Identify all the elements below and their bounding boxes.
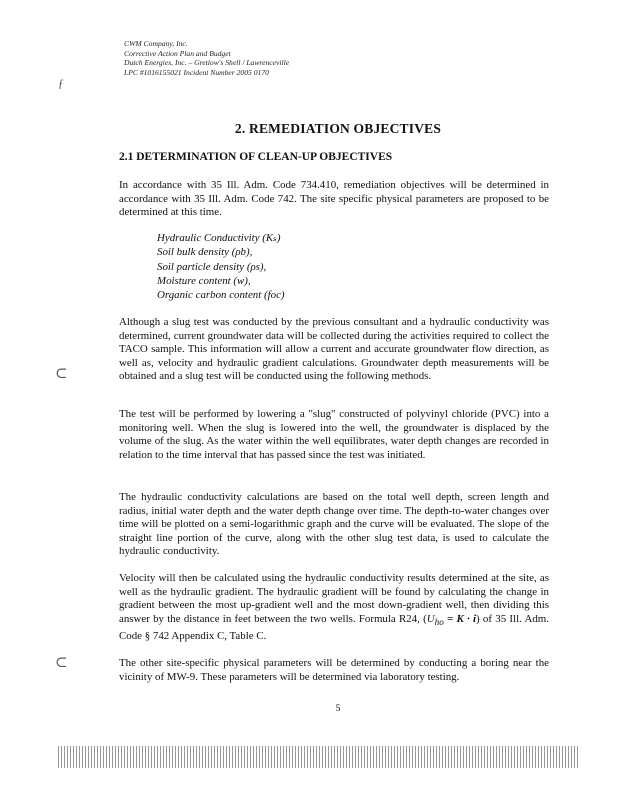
- paragraph-conductivity: The hydraulic conductivity calculations are based on the total well depth, screen length and radius, initial water depth and the water depth change over time. The depth-to-water changes over time will be plotted on a semi-logarithmic graph and the curve will be evaluated. The slope of the straight line portion of the curve, along with the other slug test data, is used to calculate the hydraulic conductivity.: [119, 491, 549, 558]
- section-title: 2. REMEDIATION OBJECTIVES: [234, 121, 442, 136]
- scan-noise-strip: [58, 746, 580, 768]
- margin-punch-mark: ⊂: [55, 655, 68, 671]
- subsection-heading: 2.1 DETERMINATION OF CLEAN-UP OBJECTIVES: [119, 151, 393, 163]
- list-item: Soil particle density (ρs),: [157, 260, 267, 273]
- page-number: 5: [335, 704, 341, 714]
- paragraph-other-parameters: The other site-specific physical parameters will be determined by conducting a boring near the vicinity of MW-9. These parameters will be determined via laboratory testing.: [119, 657, 549, 683]
- header-company: CWM Company, Inc.: [124, 39, 188, 48]
- list-item: Hydraulic Conductivity (Kₛ): [157, 232, 281, 244]
- list-item: Moisture content (w),: [157, 274, 251, 287]
- header-incident: LPC #1016155021 Incident Number 2005 0170: [124, 67, 269, 77]
- paragraph-test-method: The test will be performed by lowering a "slug" constructed of polyvinyl chloride (PVC) into a monitoring well. When the slug is lowered into the well, the groundwater is displaced by the volume of the slug. As the water within the well equilibrates, water depth changes are recorded in relation to the time interval that has passed since the test was initiated.: [119, 408, 549, 461]
- paragraph-intro: In accordance with 35 Ill. Adm. Code 734.410, remediation objectives will be determined in accordance with 35 Ill. Adm. Code 742. The site specific physical parameters are proposed to be determined at this time.: [119, 179, 549, 219]
- formula: $U_{ho} = K \cdot i$: [426, 612, 477, 627]
- paragraph-velocity: Velocity will then be calculated using the hydraulic conductivity results determined at the site, as well as the hydraulic gradient. The hydraulic gradient will be found by calculating the change in gradient between the most up-gradient well and the most down-gradient well, then dividing this answer by the distance in feet between the two wells. Formula R24, $(U_{ho} = K \cdot i)$ of 35 Ill. Adm. Code § 742 Appendix C, Table C.: [119, 572, 549, 642]
- list-item: Organic carbon content (foc): [157, 289, 285, 302]
- margin-punch-mark: ƒ: [58, 76, 64, 90]
- margin-punch-mark: ⊂: [55, 366, 68, 382]
- header-site: Dutch Energies, Inc. – Gretlow's Shell / Lawrenceville: [124, 58, 290, 67]
- list-item: Soil bulk density (ρb),: [157, 246, 253, 259]
- paragraph-slug-test: Although a slug test was conducted by the previous consultant and a hydraulic conductivity was determined, current groundwater data will be collected during the activities required to collect the TACO sample. This information will allow a current and accurate groundwater flow direction, as well as, velocity and hydraulic gradient calculations. Groundwater depth measurements will be obtained and a slug test will be conducted using the following methods.: [119, 316, 549, 383]
- parameter-list: [157, 231, 285, 302]
- document-header: [124, 39, 289, 77]
- header-report-title: Corrective Action Plan and Budget: [124, 48, 231, 58]
